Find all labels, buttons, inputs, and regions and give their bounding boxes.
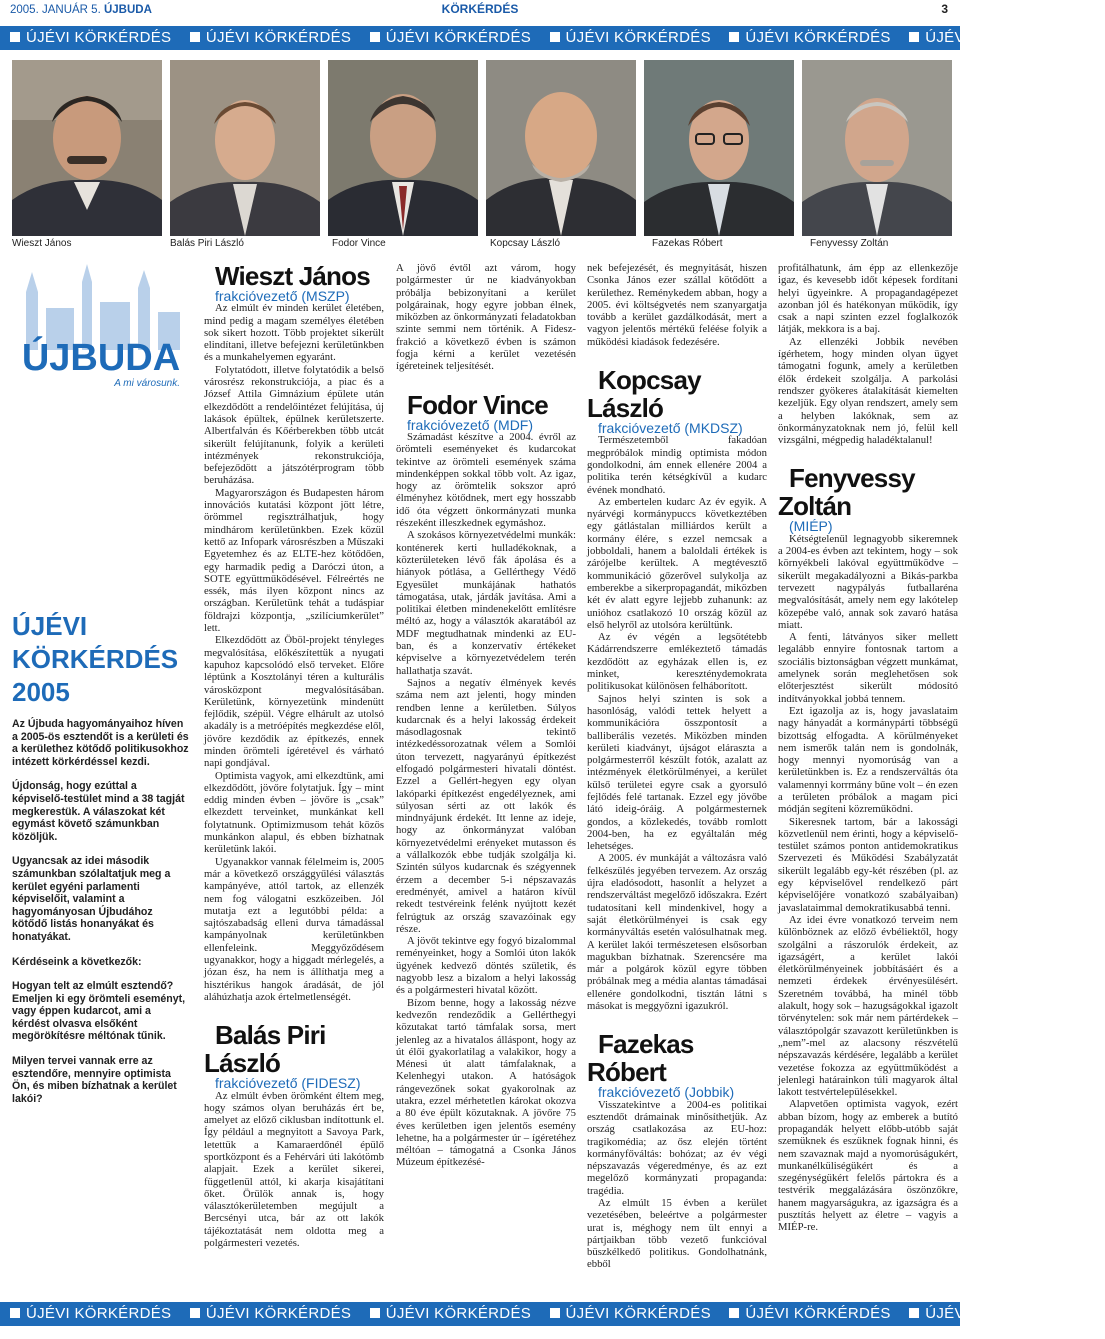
- article-role-kopcsay: frakcióvezető (MKDSZ): [598, 420, 743, 437]
- article-paragraph: Az embertelen kudarc Az év egyik. A nyárvégi kormánypuccs következtében egy gátlástalan milliárdos került a kormány élére, s ezzel nemcsak a jobboldali, hanem a baloldali értékek is zárójelbe kerültek. A megtévesztő kommunikáció gőzerővel sulykolja az emberekbe a sikerpropagandát, miközben két év alatt egyre lejjebb zuhanunk: az unióhoz csatlakozó 10 ország közül az első helyről az utolsóra kerültünk.: [587, 495, 767, 631]
- square-icon: [370, 1308, 380, 1318]
- article-role-balas: frakcióvezető (FIDESZ): [215, 1075, 361, 1092]
- survey-title-line: 2005: [12, 677, 70, 707]
- square-icon: [190, 1308, 200, 1318]
- header-date: 2005. JANUÁR 5.: [10, 4, 101, 16]
- intro-paragraph: Ugyancsak az idei második számunkban szólaltatjuk meg a kerület egyéni parlamenti képviselőit, valamint a hagyományosan Újbudához kötődő listás honanyákat és honatyákat.: [12, 855, 171, 943]
- square-icon: [909, 1308, 919, 1318]
- column-kopcsay-fazekas: [587, 262, 767, 1292]
- intro-paragraph: Újdonság, hogy ezúttal a képviselő-testület mind a 38 tagját megkerestük. A válaszokat két egymást követő számunkban közöljük.: [12, 780, 185, 843]
- article-name-balas: Balás Piri László: [204, 1020, 326, 1079]
- band-segment: ÚJÉVI KÖRKÉRDÉS: [385, 1305, 532, 1322]
- square-icon: [10, 1308, 20, 1318]
- square-icon: [370, 32, 380, 42]
- caption-6: Fenyvessy Zoltán: [810, 238, 889, 249]
- question-2: Milyen tervei vannak erre az esztendőre, mennyire optimista Ön, és miben bízhatnak a kerület lakói?: [12, 1055, 177, 1105]
- article-paragraph: A szokásos környezetvédelmi munkák: konténerek kerti hulladékoknak, a közterületeken lévő fák ápolása és a hiányok pótlása, a Gellérthegy Védő Egyesület munkájának hathatós támogatása, utak, járdák javítása. Ami a politikai életben mindenekelőtt említésre méltó az, hogy a választók akaratából az MDF megtudhatnak mindenki az EU-ban, és a konzervatív értékeket képviselve a környezetvédelem terén hallathatja szavát.: [396, 529, 576, 677]
- article-paragraph: Számadást készítve a 2004. évről az örömteli eseményeket és kudarcokat tekintve az örömteli események száma mindenképpen sokkal több volt. Az igaz, hogy az örömtelik sokszor apró élményhez kötődnek, mert egy hosszabb idő óta végzett önkormányzati munka részeként illeszkednek egymáshoz.: [396, 430, 576, 530]
- article-name-fazekas: Fazekas Róbert: [587, 1029, 694, 1088]
- article-paragraph: Elkezdődött az Öböl-projekt tényleges megvalósítása, előkészítettük a nyugati kapuhoz kapcsolódó első terveket. Előre léptünk a Kosztolányi téren a kulturális városközpont megvalósításában. Kerületünk, környezetünk mindenütt fejlődik, szépül. Végre elhárult az utolsó akadály is a metróépítés megkezdése elől, jövőre kezdődik az építkezés, ennek minden örömteli ígéretével és várható napi gondjával.: [204, 634, 384, 770]
- column-wieszt-balas: [204, 262, 384, 1292]
- band-segment: ÚJÉVI KÖRKÉRDÉS: [385, 29, 532, 46]
- article-name-fodor: Fodor Vince: [407, 389, 548, 420]
- portrait-photo-1: [12, 60, 162, 236]
- page-number: 3: [941, 2, 948, 16]
- square-icon: [729, 32, 739, 42]
- article-name-wieszt: Wieszt János: [215, 261, 370, 291]
- square-icon: [10, 32, 20, 42]
- header-brand: ÚJBUDA: [103, 4, 152, 16]
- column-fodor: [396, 262, 576, 1292]
- portrait-photo-3: [328, 60, 478, 236]
- caption-1: Wieszt János: [12, 238, 72, 249]
- article-paragraph: Kétségtelenül legnagyobb sikeremnek a 2004-es évben azt tekintem, hogy – sok környékbeli lakóval együttműködve – sikerült megakadályozni a Bikás-parkba tervezett nagypályás futballaréna megvalósítását, amely nem egy lakótelep közepébe való, annak sok zavaró hatása miatt.: [778, 532, 958, 631]
- band-segment: ÚJÉVI KÖRKÉRDÉS: [745, 29, 891, 46]
- logo-tagline: A mi városunk.: [114, 378, 180, 389]
- article-paragraph: Az elmúlt évben örömként éltem meg, hogy számos olyan beruházás ért be, amelyet az előző ciklusban indítottunk el. Így például a megnyitott a Savoya Park, letettük a Kamaraerdőnél épülő sportközpont és a Fehérvári úti lakótömb alapjait. Ezek a kerület sikerei, függetlenül attól, ki akarja kisajátítani őket. Örülök annak is, hogy választókerületemben megújult a Bercsényi utca, bár az ott lakók tájékoztatását nem oldotta meg a polgármesteri vezetés.: [204, 1089, 384, 1250]
- article-paragraph: A fenti, látványos siker mellett legalább ennyire fontosnak tartom a szociális biztonságban végzett munkámat, amelynek során meglehetősen sok előterjesztést sikerült módosító indítványokkal jobbá tennem.: [778, 631, 958, 705]
- band-segment: ÚJÉVI KÖRKÉRDÉS: [565, 1305, 711, 1322]
- article-paragraph: Bízom benne, hogy a lakosság nézve kedvezőn rendeződik a Gellérthegyi közutakat tartó támfalak sorsa, mert jelenleg az a hivatalos álláspont, hogy az út élői gyakorlatilag a valakikor, hogy a Ménesi út alatt támfalaknak, a Kelenhegyi utakon. A hatóságok rángevezőnek sokat gyakorolnak az utakra, ezzel mérhetetlen károkat okozva a 80 éve épült közutaknak. A jövőre 75 éves kerületben igen jelentős esemény lehetne, ha a polgármester úr – ígéretéhez méltóan – támogatná a Csonka János Múzeum építkezésé-: [396, 996, 576, 1169]
- portrait-photo-6: [802, 60, 952, 236]
- article-paragraph: A jövőt tekintve egy fogyó bizalommal reményeinket, hogy a Somlói úton lakók ügyének kedvező döntés születik, és nagyobb lesz a bizalom a helyi lakosság és a polgármesteri hivatal között.: [396, 935, 576, 997]
- square-icon: [550, 1308, 560, 1318]
- article-paragraph: Folytatódott, illetve folytatódik a belső városrész rekonstrukciója, a piac és a József Attila Gimnázium épülete után elkezdődött a rendelőintézet felújítása, új lakások épültek, épülnek kerületszerte. Albertfalván és Kőérberekben több utcát sikerült felújítanunk, folyik a kerületi intézmények rekonstrukciója, befejeződött a játszótérprogram több beruházása.: [204, 363, 384, 487]
- article-name-kopcsay: Kopcsay László: [587, 365, 701, 424]
- article-paragraph: Alapvetően optimista vagyok, ezért abban bízom, hogy az emberek a butító propagandák helyett előbb-utóbb saját szemüknek és eszüknek fognak hinni, és nem szavaznak majd a nyomorúságukért, munkanélküliségükért és a szegénységükért felelős pártokra és a testvérik meggalázására öszönzőkre, hanem magyarságukra, az igazságra és a pusztítás helyett az életre – vagyis a MIÉP-re.: [778, 1098, 958, 1234]
- article-paragraph: A 2005. év munkáját a változásra való felkészülés jegyében tervezem. Az ország újra eladósodott, hasonlít a helyzet a rendszerváltást megelőző időszakra. Ezért tudatosítani kell mindenkivel, hogy a saját életkörülményei is csak egy kormányváltás esetén valósulhatnak meg. A kerület lakói természetesen elsősorban magukban bízhatnak. Szerencsére ma már a polgárok közül egyre többen próbálnak meg a média alantas támadásai ellenére gondolkodni, tisztán látni s másokat is meggyőzni igazukról.: [587, 852, 767, 1013]
- square-icon: [729, 1308, 739, 1318]
- band-segment: ÚJÉVI KÖRKÉRDÉS: [26, 1305, 172, 1322]
- article-paragraph: Optimista vagyok, ami elkezdtünk, ami elkezdődött, jövőre folytatjuk. Így – mint eddig minden évben – jövőre is „csak” elkezdett terveinket, munkánkat kell folytatnunk. Optimizmusom tehát közös munkánkon alapul, és ebben bízhatnak kerületünk lakói.: [204, 769, 384, 856]
- column-fenyvessy: [778, 262, 958, 1292]
- portrait-photo-4: [486, 60, 636, 236]
- survey-intro: [12, 718, 190, 1117]
- logo-text: ÚJBUDA: [21, 337, 181, 379]
- caption-4: Kopcsay László: [490, 238, 561, 249]
- survey-title-line: ÚJÉVI: [12, 611, 88, 641]
- square-icon: [1089, 1308, 1099, 1318]
- article-paragraph: Természetemből fakadóan megpróbálok mindig optimista módon gondolkodni, ám ennek ellenére 2004 a politika terén kétségkívül a kudarc évének mondható.: [587, 434, 767, 496]
- article-paragraph: Visszatekintve a 2004-es politikai esztendőt drámainak minősíthetjük. Az ország csatlakozása az EU-hoz: tragikomédia; az ősz elején történt kormányfőváltás: bohózat; az év végi népszavazás végeredménye, és az ezt megelőző kormányzati propaganda: tragédia.: [587, 1098, 767, 1197]
- band-segment: ÚJÉVI KÖRKÉRDÉS: [925, 1305, 1071, 1322]
- article-paragraph: Sikeresnek tartom, bár a lakossági közvetlenül nem érinti, hogy a képviselő-testület számos ponton antidemokratikus Szervezeti és Működési Szabályzatát sikerült legalább egy-két részében (pl. az egy képviselővel rendelkező párt képviselőjére vonatkozó szabályaiban) javaslataimmal demokratikusabbá tenni.: [778, 815, 958, 914]
- square-icon: [1089, 32, 1099, 42]
- intro-paragraph: Az Újbuda hagyományaihoz híven a 2005-ös esztendőt is a kerületi és a kerülethez kötődő politikusokhoz intézett körkérdéssel kezdi.: [12, 718, 189, 768]
- article-paragraph: Az idei évre vonatkozó terveim nem különböznek az előző évbéliektől, hogy szolgálni a rászorulók érdekeit, az igazságért, a kerület lakói életkörülményeinek jobbításáért és a nemzeti érdekek érvényesülésért. Szeretném továbbá, ha minél több alakult, hogy sok – hazugságokkal igazolt törvénytelen: sok már nem pártérdekek – választópolgár szavazott kerületünkben is „nem”-mel az alacsony részvételű népszavazás kérdésére, legalább a kerület vezetése fokozza az együttműködést a jelenlegi határainkon túli magyarok által lakott testvértelepülésekkel.: [778, 913, 958, 1099]
- article-paragraph: Ezt igazolja az is, hogy javaslataim nagy hányadát a kormánypárti többségű bizottság elfogadta. A körülményeket nem ismerők talán nem is gondolnák, hogy mennyi nyomorúság van a kerületünkben is. Ez a rendszerváltás óta valamennyi korrmány bűne volt – én ezen a területen próbálok a magam pici módján segíteni közreműködni.: [778, 704, 958, 816]
- article-paragraph: Sajnos a negatív élmények kevés száma nem azt jelenti, hogy minden rendben lenne a kerületben. Súlyos kudarcnak és a helyi lakosság érdekeit másodlagosnak tekintő intézkedéssorozatnak vélem a Somlói úton tervezett, nagyarányú építkezést elfogadó polgármesteri hivatali döntést. Ezzel a Gellért-hegyen egy olyan lakóparki építkezést engedélyeznek, ami súlyosan sérti az ott lakók és mindnyájunk érdekét. Itt lenne az ideje, hogy az önkormányzat valóban környezetvédelmi erényeket mutasson és a vállalkozók ebbe tudják szolgálja ki. Szintén súlyos kudarcnak és szégyennek érzem a december 5-i népszavazás eredményét, amivel a határon kívül rekedt testvéreink felénk nyújtott kezét felrúgtuk az ország szavazóinak egy része.: [396, 676, 576, 935]
- article-paragraph: Magyarországon és Budapesten három innovációs kutatási központ jött létre, örömmel regisztrálhatjuk, hogy mindhárom kerületünkben. Ezek közül kettő az Infopark városrészben a Műszaki Egyetemhez és az ELTE-hez kötődően, egy harmadik pedig a Daróczi úton, a SOTE együttműködésével. Félreértés ne essék, más ilyen központ nincs az országban. Kerületünk tehát a tudáspiar földrajzi központja, „szilíciumkerület” lett.: [204, 486, 384, 635]
- caption-2: Balás Piri László: [170, 238, 244, 249]
- square-icon: [190, 32, 200, 42]
- article-paragraph: profitálhatunk, ám épp az ellenkezője igaz, és kevesebb időt képesek fordítani helyi ügyeinkre. A propagandagépezet azonban jól és hatékonyan működik, így csak a napi szinten ezzel foglalkozók látják, mekkora is a baj.: [778, 262, 958, 336]
- article-role-fazekas: frakcióvezető (Jobbik): [598, 1084, 735, 1101]
- band-segment: ÚJÉVI KÖRKÉRDÉS: [205, 29, 352, 46]
- bottom-band: [0, 1302, 1071, 1326]
- header-section: KÖRKÉRDÉS: [441, 2, 519, 16]
- article-role-fenyvessy: (MIÉP): [789, 518, 833, 535]
- article-role-fodor: frakcióvezető (MDF): [407, 416, 534, 433]
- survey-title-line: KÖRKÉRDÉS: [12, 644, 179, 674]
- survey-title: [12, 610, 192, 709]
- portrait-photo-2: [170, 60, 320, 236]
- caption-5: Fazekas Róbert: [652, 238, 723, 249]
- page-header: [0, 0, 960, 20]
- question-1: Hogyan telt az elmúlt esztendő? Emeljen ki egy örömteli eseményt, vagy éppen kudarcot, ami a kérdést olvasva elsőként megörökítésre méltónak tűnik.: [12, 980, 186, 1043]
- portrait-captions: [0, 238, 960, 252]
- band-segment: ÚJÉVI KÖRKÉRDÉS: [205, 1305, 352, 1322]
- band-segment: ÚJÉVI KÖRKÉRDÉS: [925, 29, 1071, 46]
- article-paragraph: Az ellenzéki Jobbik nevében ígérhetem, hogy minden olyan ügyet támogatni fogunk, amely a kerületben élők érdekeit szolgálja. A parkolási rendszer gyökeres átalakítását kiemelten kezeljük. Egy olyan rendszert, amely sem a helyben lakóknak, sem az önkormányzatoknak nem jó, felül kell vizsgálni, mégpedig haladéktalanul!: [778, 335, 958, 447]
- square-icon: [909, 32, 919, 42]
- article-role-wieszt: frakcióvezető (MSZP): [215, 288, 350, 304]
- band-segment: ÚJÉVI KÖRKÉRDÉS: [745, 1305, 891, 1322]
- article-name-fenyvessy: Fenyvessy Zoltán: [778, 463, 915, 522]
- square-icon: [550, 32, 560, 42]
- article-paragraph: Ugyanakkor vannak félelmeim is, 2005 már a következő országgyűlési választás kampányéve, attól tartok, az ellenzék nem fog válogatni eszközeiben. Jól mutatja ezt a legutóbbi példa: a sajtószabadság elleni durva támadással kampányolnak kerületünkben ellenfeleink. Meggyőződésem ugyanakkor, hogy a higgadt mérlegelés, a józan ész, ha nem is állíthatja meg a hisztérikus hangok áradását, de jól aláhúzhatja azok értelmetlenségét.: [204, 855, 384, 1003]
- caption-3: Fodor Vince: [332, 238, 386, 249]
- portrait-strip: [12, 60, 948, 236]
- article-paragraph: A jövő évtől azt várom, hogy polgármester úr ne kiadványokban próbálja bebizonyítani a kerület polgárainak, hogy egyre jobban élnek, miközben az önkormányzati feladatokban szinte semmi nem történik. A Fidesz-frakció a következő évben is számon fogja kérni a kerület vezetésén ígéreteinek teljesítését.: [396, 262, 576, 373]
- band-segment: ÚJÉVI KÖRKÉRDÉS: [565, 29, 711, 46]
- article-paragraph: Az elmúlt év minden kerület életében, mind pedig a magam személyes életében sok sikert hozott. Több projektet sikerült elindítani, illetve befejezni kerületünkben és a munkahelyemen egyaránt.: [204, 302, 384, 364]
- questions-heading: Kérdéseink a következők:: [12, 955, 142, 968]
- article-paragraph: nek befejezését, és megnyitását, hiszen Csonka János ezer szállal kötődött a kerülethez. Reménykedem abban, hogy a 2005. évi költségvetés nem szanyargatja tovább a kerület gazdálkodását, mert a vagyon jelentős mértékű feléése folyik a működési kiadások fedezésére.: [587, 262, 767, 348]
- top-band: [0, 26, 1071, 50]
- ujbuda-logo: [12, 262, 190, 404]
- article-paragraph: Sajnos helyi szinten is sok a hasonlóság, valódi tettek helyett a kommunikációra összpontosít a balliberális vezetés. Miközben minden kerületi kiadványt, újságot eláraszta a polgármesterről készült fotók, azalatt az intézmények életkörülményei, a kerület külső területei egyre csak a gyorsuló fejlődés felé tartanak. Ezzel egy jövőbe látó ideig-óráig. A polgármesternek gondos, a közlekedés, tovább romlott 2004-ben, ha ez egyáltalán még lehetséges.: [587, 692, 767, 853]
- band-segment: ÚJÉVI KÖRKÉRDÉS: [26, 29, 172, 46]
- article-paragraph: Az év végén a legsötétebb Kádárrendszerre emlékeztető támadás kezdődött az egyházak ellen is, ez minket, kereszténydemokrata politikusokat különösen felháborított.: [587, 631, 767, 693]
- portrait-photo-5: [644, 60, 794, 236]
- article-paragraph: Az elmúlt 15 évben a kerület vezetésében, beleértve a polgármester urat is, méghogy nem ült ennyi a pártjaikban több vezető funkcióval büszkélkedő politikus. Gondolhatnánk, ebből: [587, 1197, 767, 1271]
